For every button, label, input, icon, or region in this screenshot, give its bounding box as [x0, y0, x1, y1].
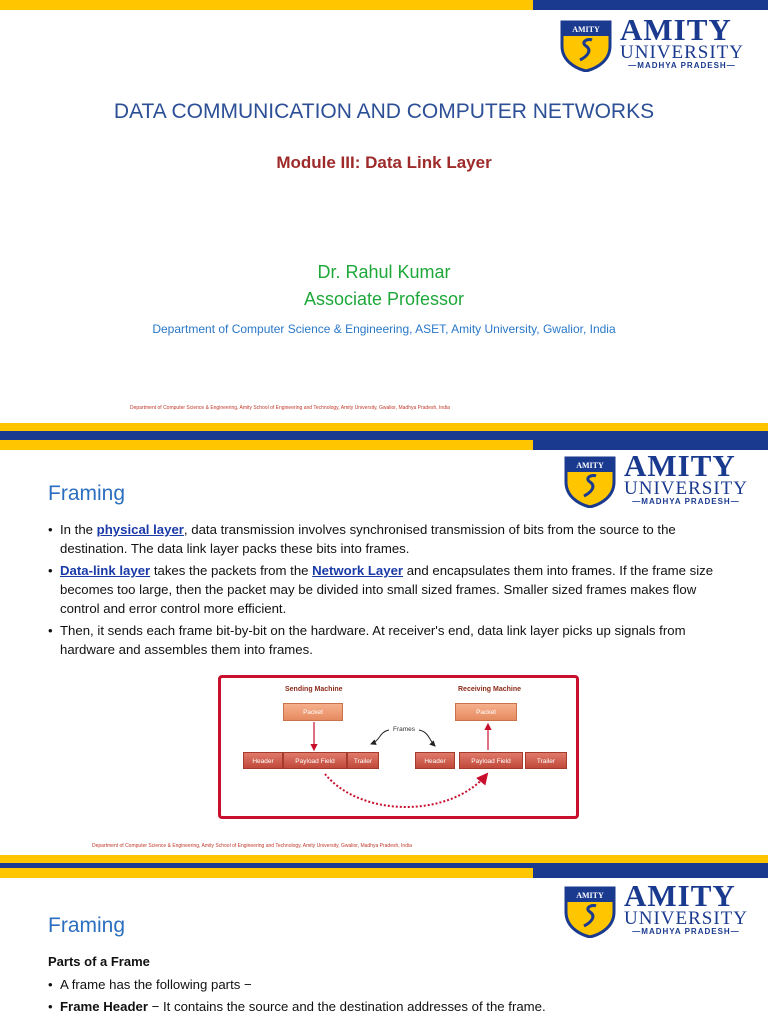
- receiver-trailer-box: Trailer: [525, 752, 567, 769]
- slide-top-bar: [0, 868, 768, 878]
- slide-heading: Framing: [48, 914, 126, 937]
- department-text: Department of Computer Science & Engineering, ASET, Amity University, Gwalior, India: [152, 322, 616, 336]
- list-item: • In the physical layer, data transmission involves synchronised transmission of bits from the source to the destination. The data link layer packs these bits into frames.: [48, 520, 728, 558]
- bullet-list: [48, 975, 728, 1019]
- list-item: • Then, it sends each frame bit-by-bit on the hardware. At receiver's end, data link layer picks up signals from hardware and assembles them into frames.: [48, 621, 728, 659]
- svg-text:AMITY: AMITY: [576, 891, 604, 900]
- amity-logo: [562, 878, 752, 938]
- svg-text:AMITY: AMITY: [572, 25, 600, 34]
- slide-top-bar: [0, 0, 768, 10]
- amity-shield-icon: [562, 882, 618, 938]
- receiver-packet-box: Packet: [455, 703, 517, 721]
- subheading: Parts of a Frame: [48, 954, 150, 969]
- logo-amity-text: AMITY: [624, 448, 736, 483]
- sending-machine-label: Sending Machine: [285, 686, 343, 693]
- data-link-layer-link[interactable]: Data-link layer: [60, 563, 151, 578]
- logo-state-text: —MADHYA PRADESH—: [632, 927, 740, 936]
- author-name: Dr. Rahul Kumar: [317, 262, 451, 282]
- logo-university-text: UNIVERSITY: [624, 478, 748, 499]
- module-title: Module III: Data Link Layer: [276, 153, 492, 172]
- amity-logo: [562, 448, 752, 508]
- logo-state-text: —MADHYA PRADESH—: [628, 61, 736, 70]
- receiver-payload-box: Payload Field: [459, 752, 523, 769]
- slide-footer: Department of Computer Science & Engineering, Amity School of Engineering and Technology, Amity University, Gwalior, Madhya Pradesh, India: [130, 405, 450, 411]
- author-role: Associate Professor: [303, 289, 465, 309]
- list-item: • Frame Header − It contains the source and the destination addresses of the frame.: [48, 997, 728, 1016]
- logo-amity-text: AMITY: [624, 878, 736, 913]
- amity-shield-icon: [558, 16, 614, 72]
- amity-logo: [558, 12, 748, 72]
- logo-university-text: UNIVERSITY: [624, 908, 748, 929]
- receiving-machine-label: Receiving Machine: [458, 686, 522, 693]
- frames-left-arrow: [371, 730, 389, 744]
- amity-shield-icon: [562, 452, 618, 508]
- physical-layer-link[interactable]: physical layer: [96, 522, 184, 537]
- course-title: DATA COMMUNICATION AND COMPUTER NETWORKS: [113, 100, 655, 123]
- sender-header-box: Header: [243, 752, 283, 769]
- list-item: • A frame has the following parts −: [48, 975, 728, 994]
- logo-university-text: UNIVERSITY: [620, 42, 744, 63]
- slide-footer: Department of Computer Science & Engineering, Amity School of Engineering and Technology, Amity University, Gwalior, Madhya Pradesh, India: [92, 843, 412, 849]
- framing-diagram: [218, 675, 579, 819]
- frames-label: Frames: [393, 726, 416, 733]
- list-item: • Data-link layer takes the packets from the Network Layer and encapsulates them into frames. If the frame size becomes too large, then the packet may be divided into small sized frames. Smaller sized frames makes flow control and error control more efficient.: [48, 561, 728, 618]
- diagram-arrows: [221, 678, 576, 816]
- receiver-header-box: Header: [415, 752, 455, 769]
- svg-text:AMITY: AMITY: [576, 461, 604, 470]
- logo-state-text: —MADHYA PRADESH—: [632, 497, 740, 506]
- sender-packet-box: Packet: [283, 703, 343, 721]
- slide-heading: Framing: [48, 482, 126, 505]
- sender-payload-box: Payload Field: [283, 752, 347, 769]
- logo-amity-text: AMITY: [620, 12, 732, 47]
- network-layer-link[interactable]: Network Layer: [312, 563, 404, 578]
- sender-trailer-box: Trailer: [347, 752, 379, 769]
- slide-1: [0, 0, 768, 440]
- transmission-dotted-arrow: [325, 774, 487, 807]
- frames-right-arrow: [419, 730, 435, 746]
- bullet-list: [48, 520, 728, 662]
